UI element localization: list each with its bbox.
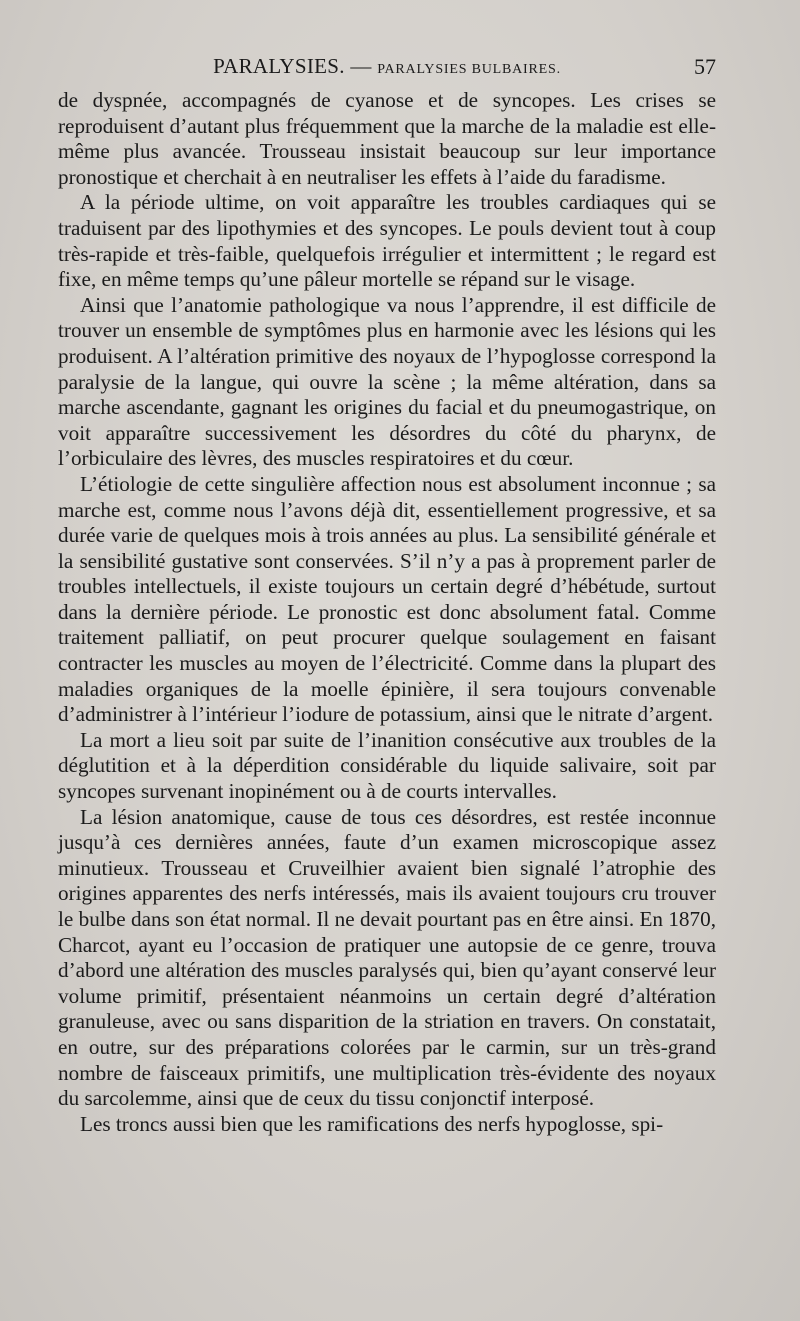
paragraph: Ainsi que l’anatomie pathologique va nous l’apprendre, il est difficile de trouver un ensemble de symptômes plus en harmonie avec les lésions qui les produisent. A l’altération primitive des noyaux de l’hypoglosse correspond la paralysie de la langue, qui ouvre la scène ; la même altération, dans sa marche ascendante, gagnant les origines du facial et du pneumogastrique, on voit apparaître successivement les désordres du côté du pharynx, de l’orbiculaire des lèvres, des muscles respiratoires et du cœur. [58,292,716,471]
title-dash: — [344,54,378,78]
paragraph: L’étiologie de cette singulière affection nous est absolument inconnue ; sa marche est, comme nous l’avons déjà dit, essentiellement progressive, et sa durée varie de quelques mois à trois années au plus. La sensibilité générale et la sensibilité gustative sont conservées. S’il n’y a pas à proprement parler de troubles intellectuels, il existe toujours un certain degré d’hébétude, surtout dans la dernière période. Le pronostic est donc absolument fatal. Comme traitement palliatif, on peut procurer quelque soulagement en faisant contracter les muscles au moyen de l’électricité. Comme dans la plupart des maladies organiques de la moelle épinière, il sera toujours convenable d’administrer à l’intérieur l’iodure de potassium, ainsi que le nitrate d’argent. [58,471,716,727]
running-title-subtitle: PARALYSIES BULBAIRES. [377,62,561,77]
page-number: 57 [694,54,716,79]
paragraph: La mort a lieu soit par suite de l’inanition consécutive aux troubles de la déglutition et à la déperdition considérable du liquide salivaire, soit par syncopes survenant inopinément ou à de courts intervalles. [58,727,716,804]
page-header [58,54,716,84]
paragraph: A la période ultime, on voit apparaître les troubles cardiaques qui se traduisent par des lipothymies et des syncopes. Le pouls devient tout à coup très-rapide et très-faible, quelquefois irrégulier et intermittent ; le regard est fixe, en même temps qu’une pâleur mortelle se répand sur le visage. [58,190,716,292]
paragraph: de dyspnée, accompagnés de cyanose et de syncopes. Les crises se reproduisent d’autant plus fréquemment que la marche de la maladie est elle-même plus avancée. Trousseau insistait beaucoup sur leur importance pronostique et cherchait à en neutraliser les effets à l’aide du faradisme. [58,88,716,189]
running-title [58,54,716,79]
paragraph: La lésion anatomique, cause de tous ces désordres, est restée inconnue jusqu’à ces dernières années, faute d’un examen microscopique assez minutieux. Trousseau et Cruveilhier avaient bien signalé l’atrophie des origines apparentes des nerfs intéressés, mais ils avaient toujours cru trouver le bulbe dans son état normal. Il ne devait pourtant pas en être ainsi. En 1870, Charcot, ayant eu l’occasion de pratiquer une autopsie de ce genre, trouva d’abord une altération des muscles paralysés qui, bien qu’ayant conservé leur volume primitif, présentaient néanmoins un certain degré d’altération granuleuse, avec ou sans disparition de la striation en travers. On constatait, en outre, sur des préparations colorées par le carmin, sur un très-grand nombre de faisceaux primitifs, une multiplication très-évidente des noyaux du sarcolemme, ainsi que de ceux du tissu conjonctif interposé. [58,804,716,1111]
running-title-main: PARALYSIES. [213,54,345,78]
paragraph: Les troncs aussi bien que les ramifications des nerfs hypoglosse, spi- [80,1111,664,1136]
body-text [58,88,716,1137]
